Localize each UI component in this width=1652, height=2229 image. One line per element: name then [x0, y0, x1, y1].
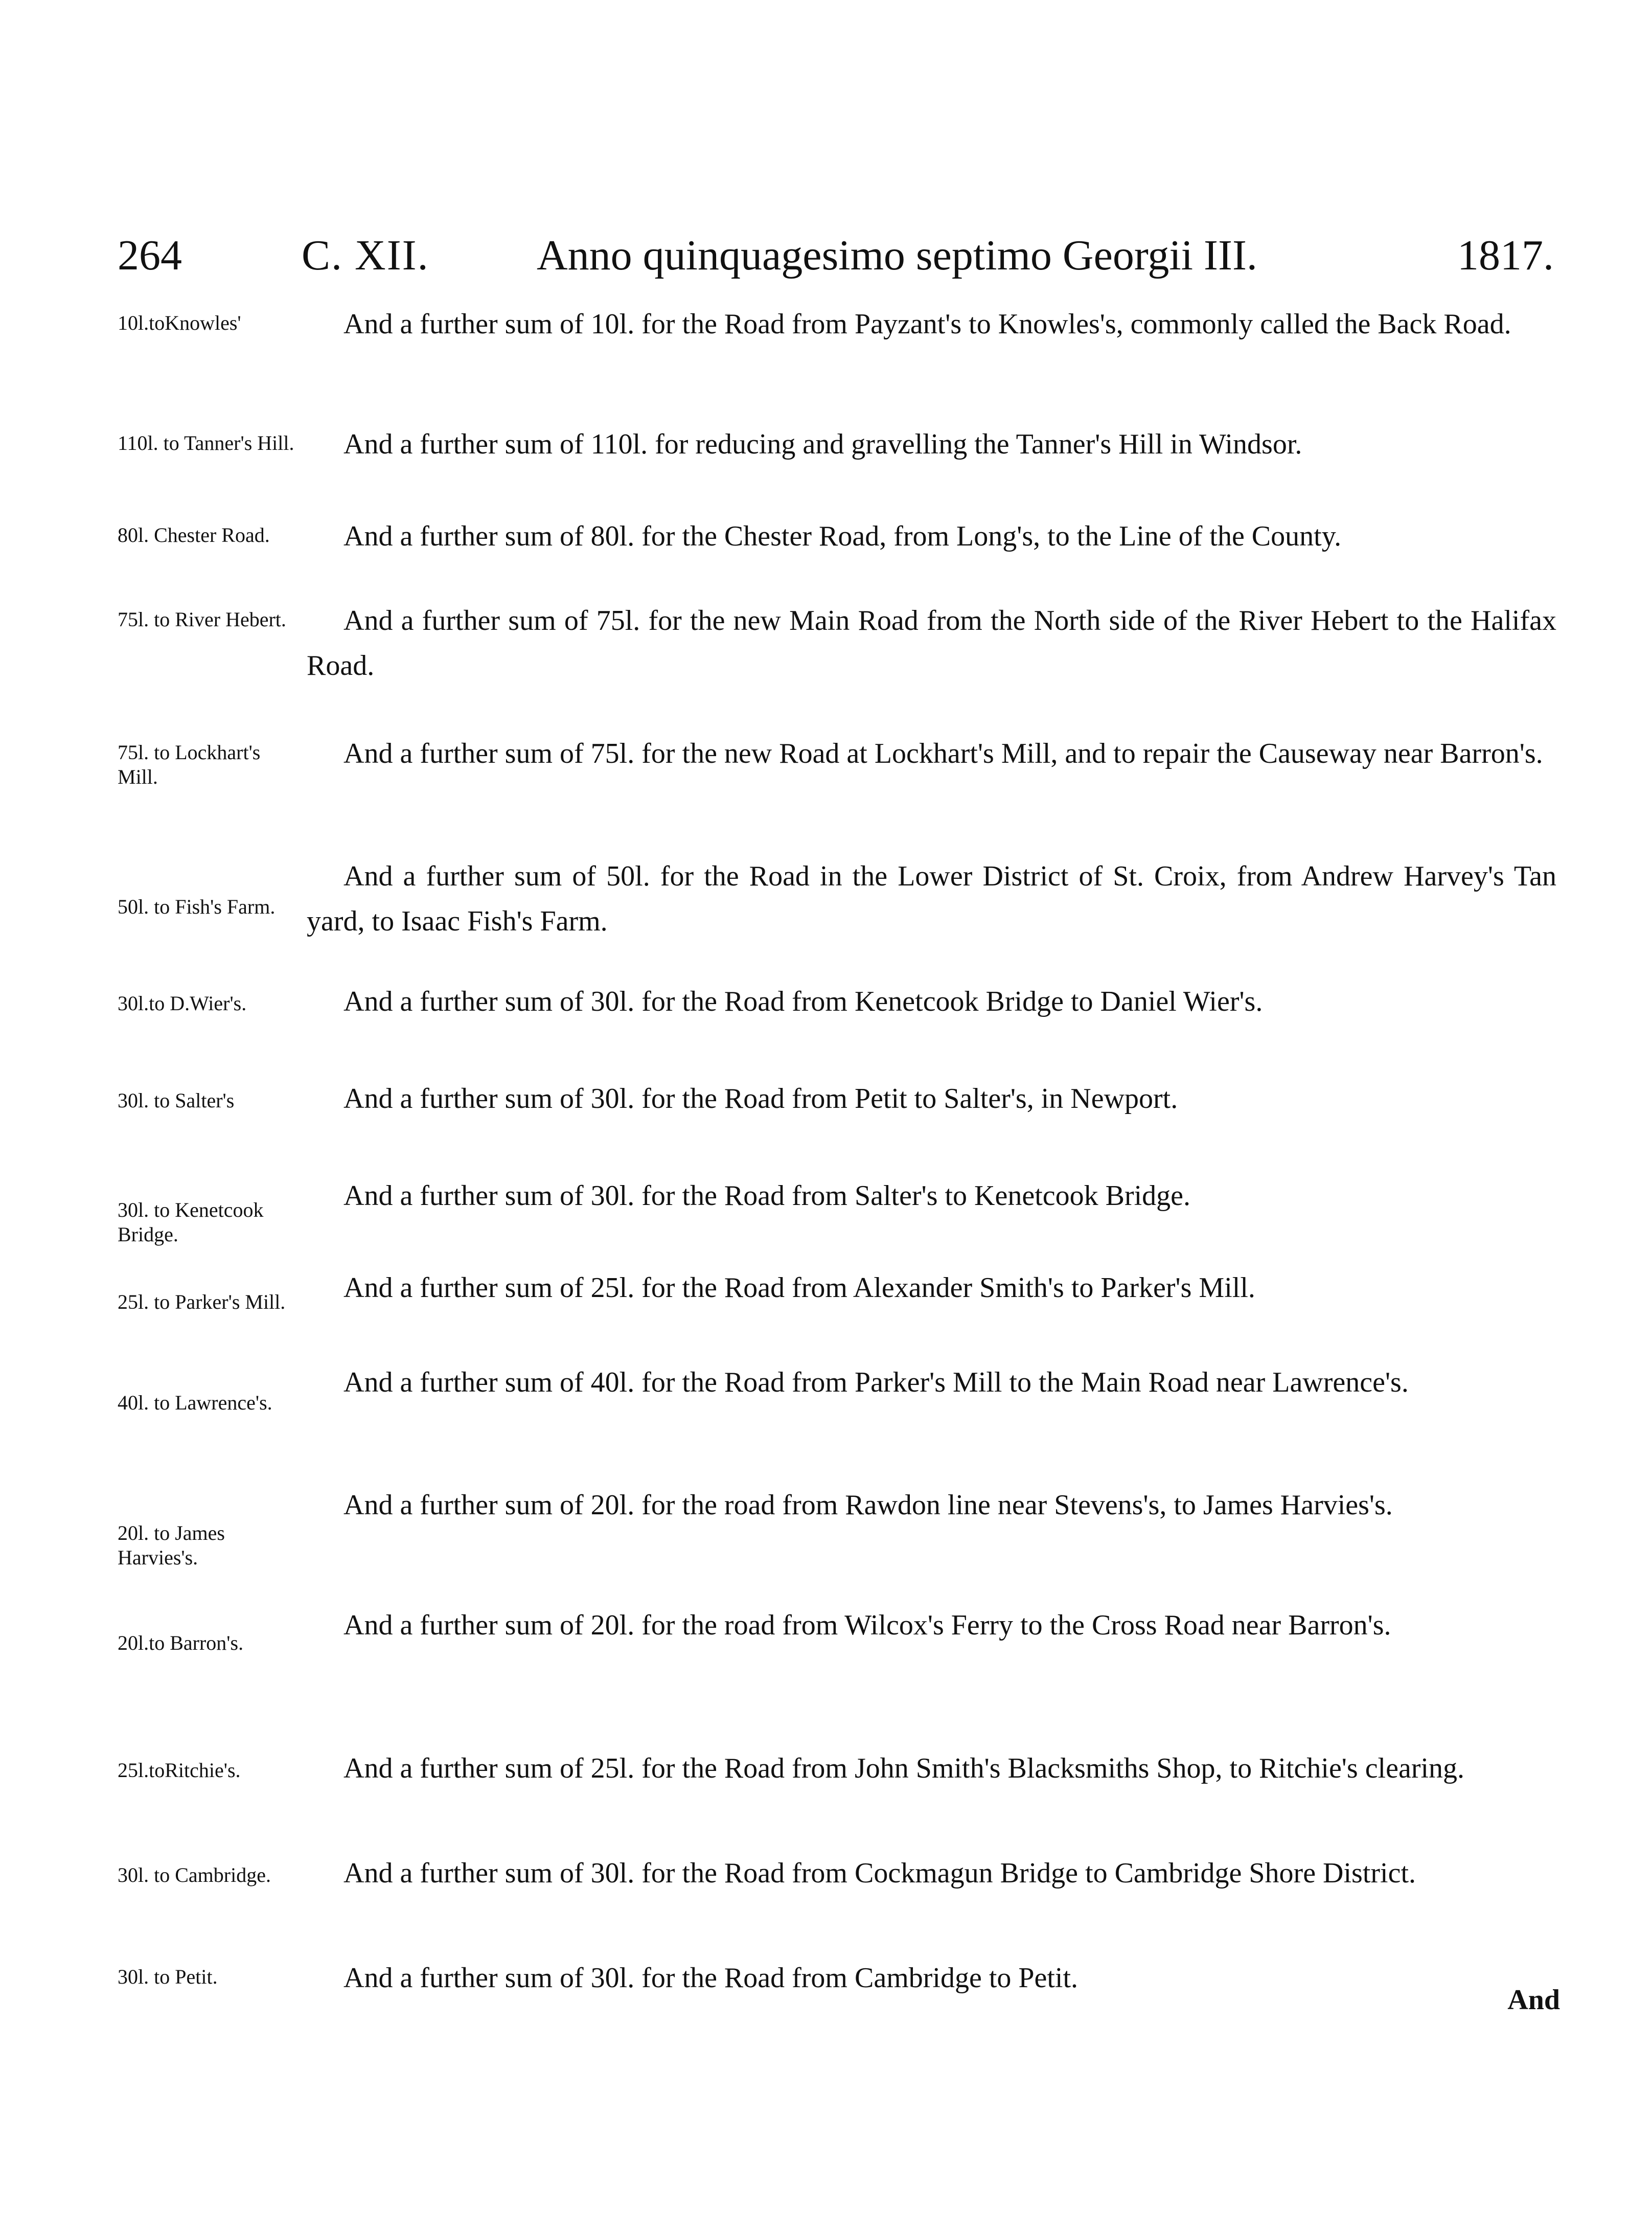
- entry-text: And a further sum of 75l. for the new Main Road from the North side of the River Hebert to the Halifax Road.: [307, 605, 1556, 681]
- entry-text: And a further sum of 30l. for the Road from Kenetcook Bridge to Daniel Wier's.: [343, 986, 1263, 1017]
- page-number: 264: [118, 232, 182, 279]
- entry-text: And a further sum of 20l. for the road from Wilcox's Ferry to the Cross Road near Barron's.: [343, 1609, 1391, 1641]
- entry-text: And a further sum of 75l. for the new Road at Lockhart's Mill, and to repair the Causeway near Barron's.: [343, 738, 1543, 769]
- entry-text: And a further sum of 25l. for the Road from Alexander Smith's to Parker's Mill.: [343, 1272, 1255, 1304]
- margin-note: 40l. to Lawrence's.: [118, 1391, 272, 1414]
- margin-note: 30l. to Salter's: [118, 1089, 235, 1112]
- entry-text: And a further sum of 40l. for the Road from Parker's Mill to the Main Road near Lawrence's.: [343, 1367, 1409, 1398]
- entry-text: And a further sum of 10l. for the Road from Payzant's to Knowles's, commonly called the Back Road.: [343, 308, 1511, 340]
- catchword: And: [1507, 1984, 1560, 2016]
- margin-note: 75l. to River Hebert.: [118, 608, 286, 631]
- page-year: 1817.: [1457, 232, 1554, 279]
- entry-text: And a further sum of 30l. for the Road from Salter's to Kenetcook Bridge.: [343, 1180, 1191, 1212]
- entry-text: And a further sum of 50l. for the Road in the Lower District of St. Croix, from Andrew Harvey's Tan yard, to Isaac Fish's Farm.: [307, 860, 1556, 937]
- entry-text: And a further sum of 80l. for the Chester Road, from Long's, to the Line of the County.: [343, 520, 1342, 552]
- margin-note: 30l. to Cambridge.: [118, 1863, 271, 1886]
- entry-text: And a further sum of 25l. for the Road from John Smith's Blacksmiths Shop, to Ritchie's clearing.: [343, 1753, 1465, 1784]
- margin-note: 30l.to D.Wier's.: [118, 992, 247, 1015]
- margin-note: 30l. to Kenetcook Bridge.: [118, 1198, 264, 1246]
- margin-note: 10l.toKnowles': [118, 311, 241, 334]
- margin-note: 50l. to Fish's Farm.: [118, 895, 276, 918]
- entry-text: And a further sum of 30l. for the Road from Cambridge to Petit.: [343, 1962, 1079, 1994]
- entry-text: And a further sum of 110l. for reducing and gravelling the Tanner's Hill in Windsor.: [343, 428, 1302, 460]
- margin-note: 20l. to James Harvies's.: [118, 1521, 225, 1569]
- margin-note: 75l. to Lockhart's Mill.: [118, 741, 261, 788]
- margin-note: 20l.to Barron's.: [118, 1631, 244, 1654]
- margin-note: 25l. to Parker's Mill.: [118, 1290, 286, 1313]
- entry-text: And a further sum of 20l. for the road from Rawdon line near Stevens's, to James Harvies's.: [343, 1489, 1393, 1521]
- running-title: Anno quinquagesimo septimo Georgii III.: [537, 232, 1257, 279]
- margin-note: 80l. Chester Road.: [118, 524, 270, 547]
- page-header: [118, 225, 1554, 286]
- margin-note: 110l. to Tanner's Hill.: [118, 431, 294, 454]
- entry-text: And a further sum of 30l. for the Road from Cockmagun Bridge to Cambridge Shore District.: [343, 1857, 1416, 1889]
- entry-text: And a further sum of 30l. for the Road from Petit to Salter's, in Newport.: [343, 1083, 1178, 1114]
- chapter-label: C. XII.: [302, 232, 429, 279]
- margin-note: 25l.toRitchie's.: [118, 1759, 241, 1782]
- margin-note: 30l. to Petit.: [118, 1965, 218, 1988]
